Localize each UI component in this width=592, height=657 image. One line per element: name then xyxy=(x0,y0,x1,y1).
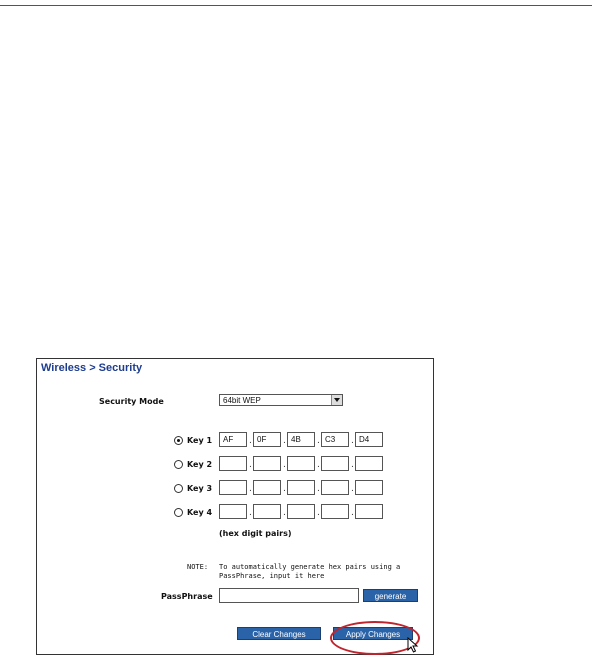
separator-dot: . xyxy=(351,436,354,446)
key-4-pair-2[interactable] xyxy=(253,504,281,519)
security-mode-select[interactable] xyxy=(219,394,343,406)
separator-dot: . xyxy=(249,436,252,446)
separator-dot: . xyxy=(317,460,320,470)
note-text: To automatically generate hex pairs using a PassPhrase, input it here xyxy=(219,563,401,580)
key-3-radio[interactable] xyxy=(174,484,183,493)
separator-dot: . xyxy=(317,484,320,494)
separator-dot: . xyxy=(317,508,320,518)
key-2-pair-1[interactable] xyxy=(219,456,247,471)
separator-dot: . xyxy=(283,484,286,494)
separator-dot: . xyxy=(283,436,286,446)
key-2-pair-2[interactable] xyxy=(253,456,281,471)
separator-dot: . xyxy=(283,508,286,518)
key-1-pair-4[interactable]: C3 xyxy=(321,432,349,447)
key-3-pair-3[interactable] xyxy=(287,480,315,495)
note-label: NOTE: xyxy=(187,563,209,571)
key-3-pair-4[interactable] xyxy=(321,480,349,495)
separator-dot: . xyxy=(351,484,354,494)
passphrase-input[interactable] xyxy=(219,588,359,603)
separator-dot: . xyxy=(249,508,252,518)
key-4-pair-1[interactable] xyxy=(219,504,247,519)
key-4-pair-3[interactable] xyxy=(287,504,315,519)
key-3-pair-1[interactable] xyxy=(219,480,247,495)
key-2-pair-3[interactable] xyxy=(287,456,315,471)
key-3-pair-2[interactable] xyxy=(253,480,281,495)
key-1-label: Key 1 xyxy=(187,436,213,445)
key-3-label: Key 3 xyxy=(187,484,213,493)
separator-dot: . xyxy=(249,484,252,494)
passphrase-label: PassPhrase xyxy=(161,592,213,601)
separator-dot: . xyxy=(351,460,354,470)
key-1-radio[interactable] xyxy=(174,436,183,445)
key-2-radio[interactable] xyxy=(174,460,183,469)
separator-dot: . xyxy=(249,460,252,470)
security-mode-label: Security Mode xyxy=(99,397,164,406)
chevron-down-icon[interactable] xyxy=(331,395,342,405)
key-1-pair-1[interactable]: AF xyxy=(219,432,247,447)
apply-changes-button[interactable]: Apply Changes xyxy=(333,627,413,640)
key-4-pair-4[interactable] xyxy=(321,504,349,519)
key-2-pair-5[interactable] xyxy=(355,456,383,471)
security-mode-value: 64bit WEP xyxy=(223,396,261,405)
key-4-pair-5[interactable] xyxy=(355,504,383,519)
breadcrumb: Wireless > Security xyxy=(41,362,143,374)
key-1-pair-2[interactable]: 0F xyxy=(253,432,281,447)
page-top-rule xyxy=(0,5,592,6)
key-1-pair-3[interactable]: 4B xyxy=(287,432,315,447)
key-2-label: Key 2 xyxy=(187,460,213,469)
key-2-pair-4[interactable] xyxy=(321,456,349,471)
key-4-label: Key 4 xyxy=(187,508,213,517)
mouse-pointer-icon xyxy=(407,637,419,653)
separator-dot: . xyxy=(317,436,320,446)
hex-hint: (hex digit pairs) xyxy=(219,529,292,538)
key-3-pair-5[interactable] xyxy=(355,480,383,495)
security-panel xyxy=(36,358,434,655)
clear-changes-button[interactable]: Clear Changes xyxy=(237,627,321,640)
key-4-radio[interactable] xyxy=(174,508,183,517)
separator-dot: . xyxy=(283,460,286,470)
generate-button[interactable]: generate xyxy=(363,589,418,602)
separator-dot: . xyxy=(351,508,354,518)
key-1-pair-5[interactable]: D4 xyxy=(355,432,383,447)
